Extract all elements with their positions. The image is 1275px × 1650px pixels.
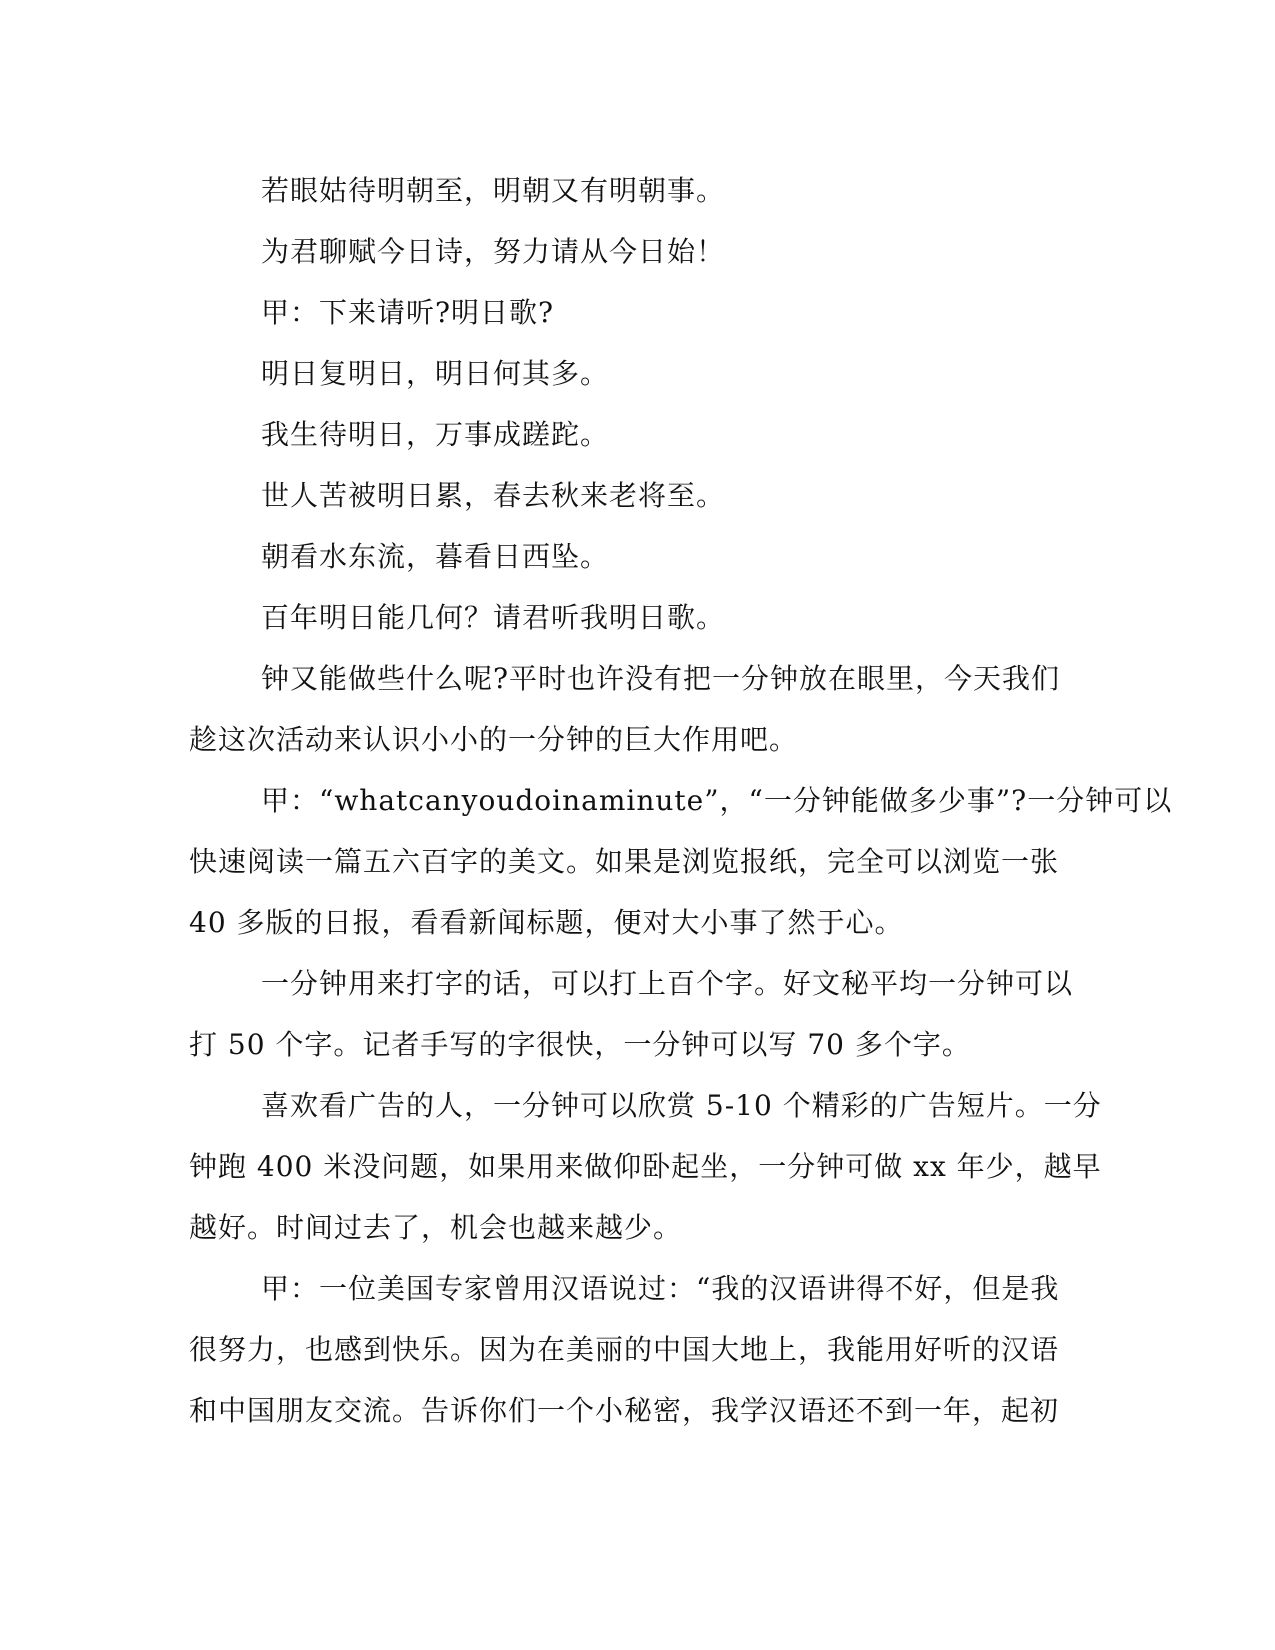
- text-line: 朝看水东流，暮看日西坠。: [261, 540, 610, 573]
- text-line: 明日复明日，明日何其多。: [261, 357, 610, 390]
- document-body: [189, 160, 1173, 1441]
- text-line: 世人苦被明日累，春去秋来老将至。: [261, 479, 726, 512]
- text-line: 快速阅读一篇五六百字的美文。如果是浏览报纸，完全可以浏览一张: [189, 845, 1060, 878]
- text-line: 我生待明日，万事成蹉跎。: [261, 418, 610, 451]
- text-line: 越好。时间过去了，机会也越来越少。: [189, 1211, 683, 1244]
- text-line: 若眼姑待明朝至，明朝又有明朝事。: [261, 174, 726, 207]
- text-line: 40 多版的日报，看看新闻标题，便对大小事了然于心。: [189, 906, 904, 939]
- text-line: 甲：下来请听?明日歌?: [261, 296, 555, 329]
- text-line: 一分钟用来打字的话，可以打上百个字。好文秘平均一分钟可以: [261, 967, 1074, 1000]
- text-line: 甲：“whatcanyoudoinaminute”，“一分钟能做多少事”?一分钟可以: [261, 784, 1173, 817]
- text-line: 百年明日能几何？请君听我明日歌。: [261, 601, 726, 634]
- text-line: 钟跑 400 米没问题，如果用来做仰卧起坐，一分钟可做 xx 年少，越早: [189, 1150, 1102, 1183]
- text-line: 为君聊赋今日诗，努力请从今日始！: [261, 235, 726, 268]
- text-line: 喜欢看广告的人，一分钟可以欣赏 5-10 个精彩的广告短片。一分: [261, 1089, 1102, 1122]
- text-line: 打 50 个字。记者手写的字很快，一分钟可以写 70 多个字。: [189, 1028, 971, 1061]
- text-line: 钟又能做些什么呢?平时也许没有把一分钟放在眼里，今天我们: [261, 662, 1061, 695]
- text-line: 甲：一位美国专家曾用汉语说过：“我的汉语讲得不好，但是我: [261, 1272, 1060, 1305]
- text-line: 趁这次活动来认识小小的一分钟的巨大作用吧。: [189, 723, 799, 756]
- text-line: 很努力，也感到快乐。因为在美丽的中国大地上，我能用好听的汉语: [189, 1333, 1060, 1366]
- text-line: 和中国朋友交流。告诉你们一个小秘密，我学汉语还不到一年，起初: [189, 1394, 1060, 1427]
